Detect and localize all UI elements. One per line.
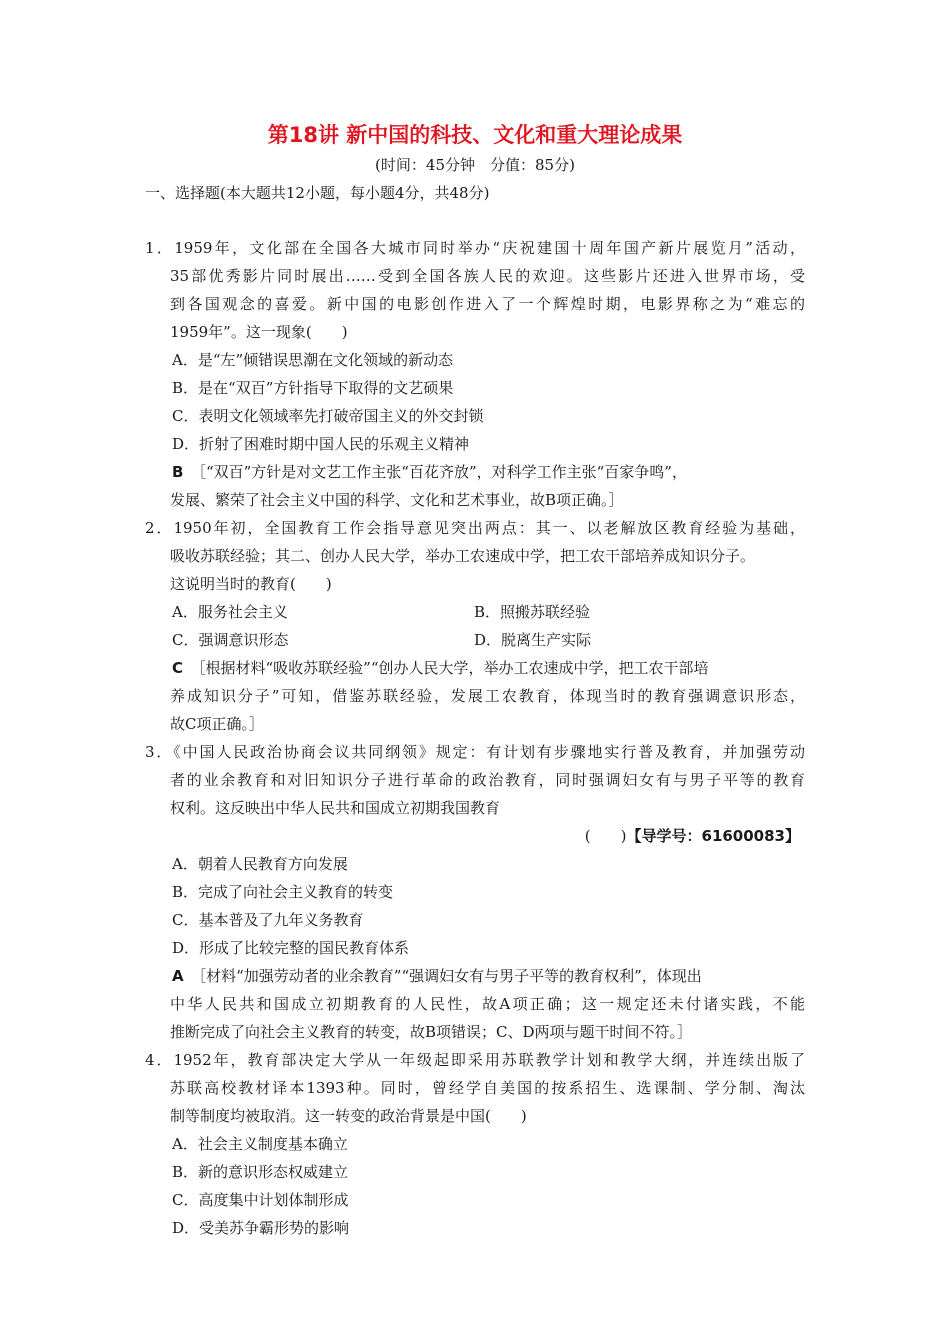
q4-stem-line: 4．1952年，教育部决定大学从一年级起即采用苏联教学计划和教学大纲，并连续出版了	[145, 1051, 805, 1069]
q4-option-a: A．社会主义制度基本确立	[172, 1135, 348, 1153]
q3-answer-letter: A	[172, 967, 184, 985]
q3-option-c: C．基本普及了九年义务教育	[172, 911, 364, 929]
q3-option-a: A．朝着人民教育方向发展	[172, 855, 348, 873]
q1-answer-letter: B	[172, 463, 184, 481]
q1-option-b: B．是在“双百”方针指导下取得的文艺硕果	[172, 379, 454, 397]
q2-answer-cont: 养成知识分子”可知，借鉴苏联经验，发展工农教育，体现当时的教育强调意识形态，	[170, 687, 805, 705]
q2-answer-letter: C	[172, 659, 184, 677]
q2-stem-line: 2．1950年初，全国教育工作会指导意见突出两点：其一、以老解放区教育经验为基础，	[145, 519, 805, 537]
section-heading: 一、选择题(本大题共12小题，每小题4分，共48分)	[145, 184, 490, 202]
q4-option-c: C．高度集中计划体制形成	[172, 1191, 349, 1209]
q3-guide-line	[585, 825, 800, 847]
time-score-info: (时间：45分钟 分值：85分)	[375, 156, 575, 174]
q4-stem-line: 苏联高校教材译本1393种。同时，曾经学自美国的按系招生、选课制、学分制、淘汰	[170, 1079, 805, 1097]
q3-stem-line: 者的业余教育和对旧知识分子进行革命的政治教育，同时强调妇女有与男子平等的教育	[170, 771, 805, 789]
q1-answer-text: ［“双百”方针是对文艺工作主张“百花齐放”，对科学工作主张“百家争鸣”，	[190, 463, 687, 481]
q2-answer-text: ［根据材料“吸收苏联经验”“创办人民大学，举办工农速成中学，把工农干部培	[190, 659, 709, 677]
q1-option-d: D．折射了困难时期中国人民的乐观主义精神	[172, 435, 470, 453]
q4-stem-line: 制等制度均被取消。这一转变的政治背景是中国( )	[170, 1107, 527, 1125]
guide-number: 【导学号：61600083】	[626, 827, 800, 845]
q4-option-b: B．新的意识形态权威建立	[172, 1163, 349, 1181]
q1-answer-cont: 发展、繁荣了社会主义中国的科学、文化和艺术事业，故B项正确。］	[170, 491, 624, 509]
q1-stem-line: 1959年”。这一现象( )	[170, 323, 348, 341]
q2-option-c: C．强调意识形态	[172, 631, 289, 649]
q3-stem-line: 3．《中国人民政治协商会议共同纲领》规定：有计划有步骤地实行普及教育，并加强劳动	[145, 743, 805, 761]
page-title: 第18讲 新中国的科技、文化和重大理论成果	[267, 123, 683, 147]
q3-stem-line: 权利。这反映出中华人民共和国成立初期我国教育	[170, 799, 501, 817]
q1-option-c: C．表明文化领域率先打破帝国主义的外交封锁	[172, 407, 484, 425]
q1-option-a: A．是“左”倾错误思潮在文化领域的新动态	[172, 351, 454, 369]
q3-answer-cont: 推断完成了向社会主义教育的转变，故B项错误；C、D两项与题干时间不符。］	[170, 1023, 693, 1041]
q2-option-a: A．服务社会主义	[172, 603, 288, 621]
q2-option-d: D．脱离生产实际	[474, 631, 592, 649]
q1-stem-line: 1．1959年，文化部在全国各大城市同时举办“庆祝建国十周年国产新片展览月”活动，	[145, 239, 805, 257]
q2-answer	[172, 657, 709, 679]
q3-option-b: B．完成了向社会主义教育的转变	[172, 883, 394, 901]
q2-stem-line: 这说明当时的教育( )	[170, 575, 332, 593]
q3-answer-text: ［材料“加强劳动者的业余教育”“强调妇女有与男子平等的教育权利”，体现出	[191, 967, 702, 985]
q4-option-d: D．受美苏争霸形势的影响	[172, 1219, 350, 1237]
q2-stem-line: 吸收苏联经验；其二、创办人民大学，举办工农速成中学，把工农干部培养成知识分子。	[170, 547, 756, 565]
q1-stem-line: 到各国观念的喜爱。新中国的电影创作进入了一个辉煌时期，电影界称之为“难忘的	[170, 295, 805, 313]
q1-stem-line: 35部优秀影片同时展出……受到全国各族人民的欢迎。这些影片还进入世界市场，受	[170, 267, 805, 285]
q3-answer	[172, 965, 702, 987]
q3-answer-cont: 中华人民共和国成立初期教育的人民性，故A项正确；这一规定还未付诸实践，不能	[170, 995, 805, 1013]
q2-answer-cont: 故C项正确。］	[170, 715, 264, 733]
q2-option-b: B．照搬苏联经验	[474, 603, 591, 621]
q3-option-d: D．形成了比较完整的国民教育体系	[172, 939, 410, 957]
q1-answer	[172, 461, 687, 483]
q3-answer-paren: ( )	[584, 827, 627, 845]
